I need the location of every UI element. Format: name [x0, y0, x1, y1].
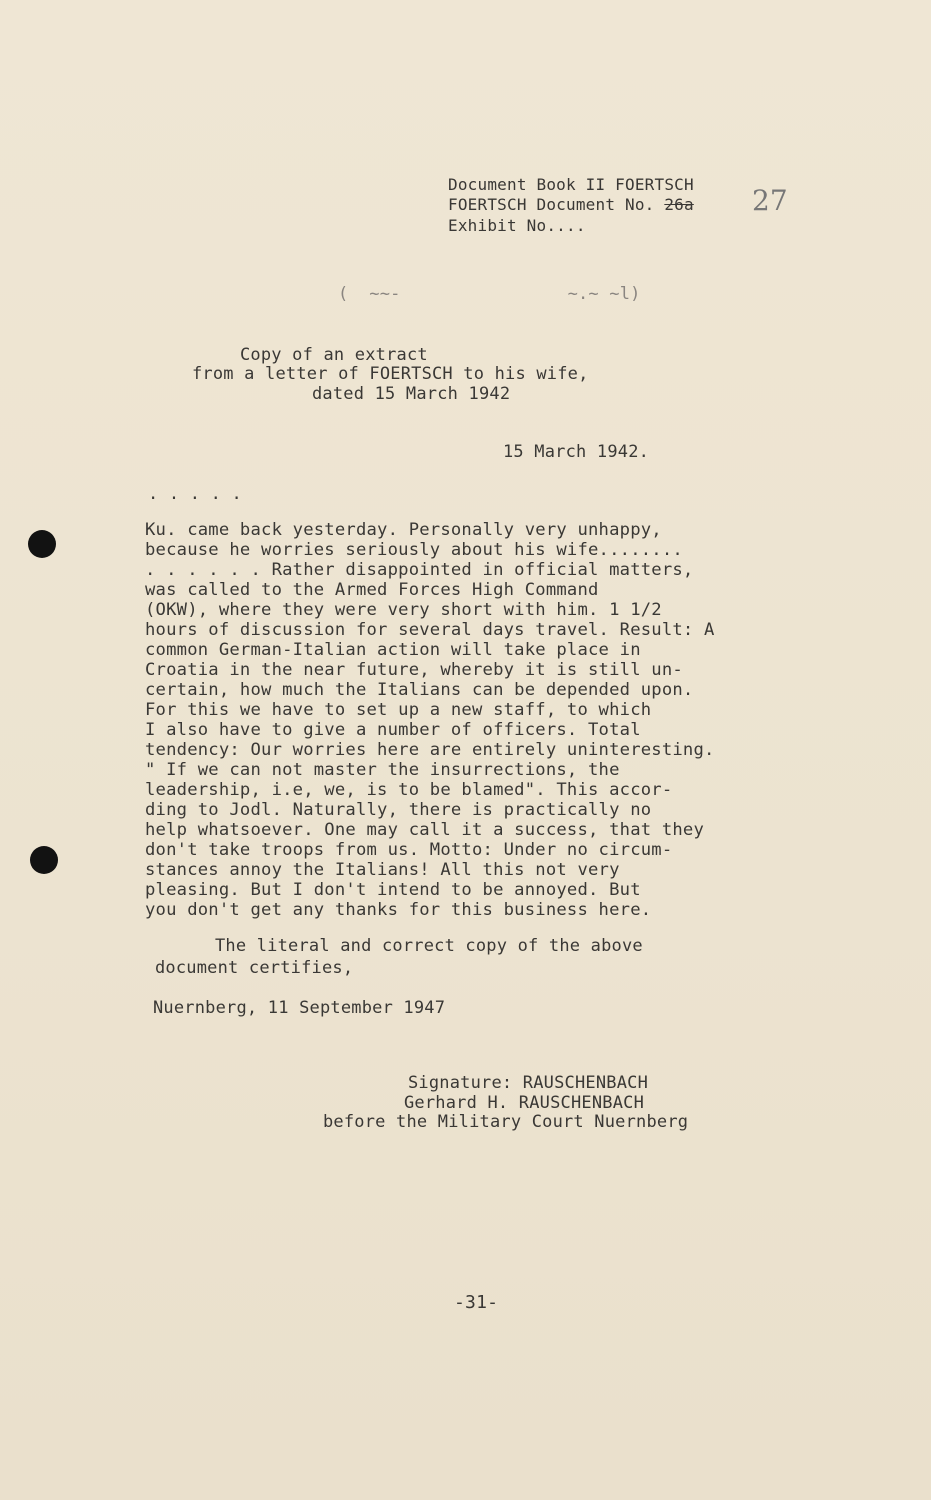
- title-line-2: from a letter of FOERTSCH to his wife,: [192, 364, 589, 384]
- body-line: don't take troops from us. Motto: Under no circum-: [145, 840, 673, 860]
- body-line: because he worries seriously about his wife........: [145, 540, 683, 560]
- body-line: For this we have to set up a new staff, to which: [145, 700, 652, 720]
- body-line: I also have to give a number of officers. Total: [145, 720, 641, 740]
- header-struck-number: 26a: [664, 195, 694, 214]
- body-line: certain, how much the Italians can be depended upon.: [145, 680, 694, 700]
- body-line: help whatsoever. One may call it a success, that they: [145, 820, 705, 840]
- page-number: -31-: [454, 1292, 499, 1313]
- place-date: Nuernberg, 11 September 1947: [153, 998, 446, 1018]
- handwritten-number: 27: [752, 184, 788, 217]
- body-line: pleasing. But I don't intend to be annoyed. But: [145, 880, 641, 900]
- signature-line-3: before the Military Court Nuernberg: [323, 1112, 689, 1132]
- certification-line-2: document certifies,: [155, 958, 354, 978]
- header-exhibit-line: Exhibit No....: [448, 216, 586, 235]
- body-line: was called to the Armed Forces High Command: [145, 580, 599, 600]
- body-line: . . . . . . Rather disappointed in official matters,: [145, 560, 694, 580]
- title-line-1: Copy of an extract: [240, 345, 428, 365]
- body-line: " If we can not master the insurrections, the: [145, 760, 620, 780]
- body-line: ding to Jodl. Naturally, there is practically no: [145, 800, 652, 820]
- body-line: (OKW), where they were very short with him. 1 1/2: [145, 600, 662, 620]
- letter-date: 15 March 1942.: [503, 442, 650, 462]
- header-document-prefix: FOERTSCH Document No.: [448, 195, 665, 214]
- body-line: hours of discussion for several days travel. Result: A: [145, 620, 715, 640]
- signature-line-1: Signature: RAUSCHENBACH: [408, 1073, 649, 1093]
- body-line: you don't get any thanks for this business here.: [145, 900, 652, 920]
- body-line: leadership, i.e, we, is to be blamed". This accor-: [145, 780, 673, 800]
- punch-hole-top: [28, 530, 56, 558]
- title-line-3: dated 15 March 1942: [312, 384, 511, 404]
- body-line: stances annoy the Italians! All this not very: [145, 860, 620, 880]
- signature-line-2: Gerhard H. RAUSCHENBACH: [404, 1093, 645, 1113]
- punch-hole-bottom: [30, 846, 58, 874]
- body-line: Croatia in the near future, whereby it is still un-: [145, 660, 683, 680]
- ellipsis-marker: . . . . .: [148, 484, 242, 504]
- header-document-line: [448, 195, 694, 214]
- body-line: common German-Italian action will take place in: [145, 640, 641, 660]
- certification-line-1: The literal and correct copy of the above: [215, 936, 643, 956]
- header-book-line: Document Book II FOERTSCH: [448, 175, 694, 194]
- body-line: Ku. came back yesterday. Personally very unhappy,: [145, 520, 662, 540]
- classification-line: ( ~~- ~.~ ~l): [338, 284, 641, 304]
- body-line: tendency: Our worries here are entirely uninteresting.: [145, 740, 715, 760]
